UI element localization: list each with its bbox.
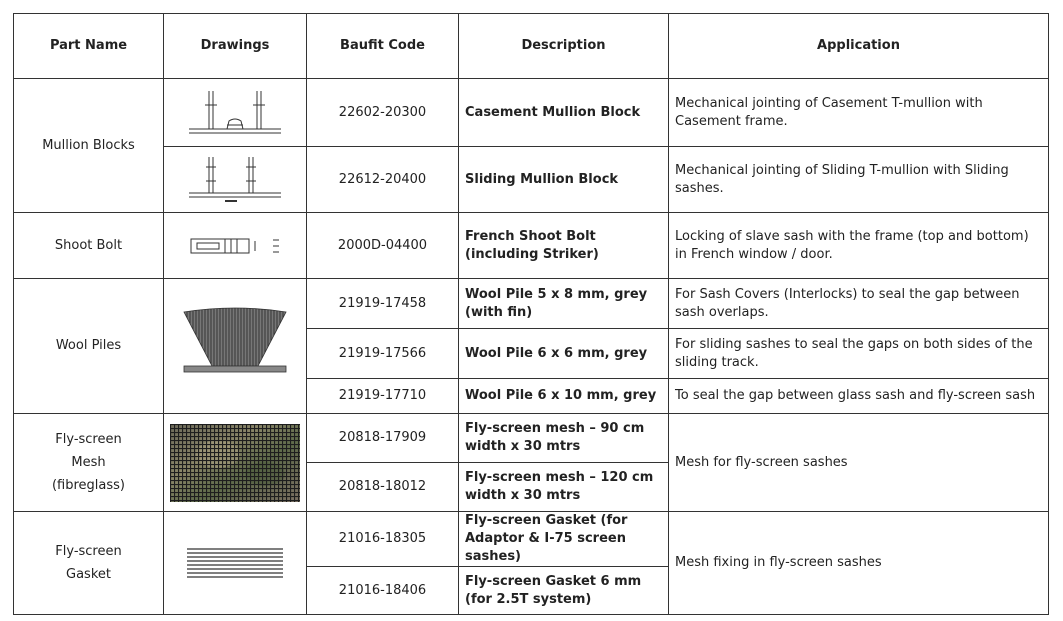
application-cell: For sliding sashes to seal the gaps on both sides of the sliding track.: [669, 329, 1049, 379]
header-description: Description: [459, 14, 669, 79]
description-cell: Casement Mullion Block: [459, 79, 669, 147]
header-part-name: Part Name: [14, 14, 164, 79]
table-row: [14, 213, 1049, 279]
code-cell: 21919-17458: [307, 279, 459, 329]
description-cell: Sliding Mullion Block: [459, 147, 669, 213]
header-drawings: Drawings: [164, 14, 307, 79]
code-cell: 21919-17566: [307, 329, 459, 379]
parts-table: [13, 13, 1049, 615]
table-row: [14, 79, 1049, 147]
part-name-line: Mesh: [71, 455, 106, 470]
gasket-drawing: [164, 512, 307, 615]
part-name-shoot-bolt: Shoot Bolt: [14, 213, 164, 279]
description-cell: French Shoot Bolt (including Striker): [459, 213, 669, 279]
code-cell: 21016-18305: [307, 512, 459, 567]
table-row: [14, 512, 1049, 567]
application-cell: Locking of slave sash with the frame (top and bottom) in French window / door.: [669, 213, 1049, 279]
part-name-fly-screen-gasket: [14, 512, 164, 615]
application-cell: Mesh for fly-screen sashes: [669, 414, 1049, 512]
description-cell: Fly-screen Gasket 6 mm (for 2.5T system): [459, 567, 669, 615]
table-row: [14, 414, 1049, 463]
part-name-line: Fly-screen: [55, 432, 122, 447]
description-cell: Wool Pile 5 x 8 mm, grey (with fin): [459, 279, 669, 329]
part-name-wool-piles: Wool Piles: [14, 279, 164, 414]
application-cell: Mechanical jointing of Casement T-mullion with Casement frame.: [669, 79, 1049, 147]
application-cell: Mesh fixing in fly-screen sashes: [669, 512, 1049, 615]
table-row: [14, 147, 1049, 213]
header-code: Baufit Code: [307, 14, 459, 79]
header-row: [14, 14, 1049, 79]
description-cell: Fly-screen mesh – 90 cm width x 30 mtrs: [459, 414, 669, 463]
part-name-line: Fly-screen: [55, 544, 122, 559]
code-cell: 2000D-04400: [307, 213, 459, 279]
sliding-mullion-block-drawing: [164, 147, 307, 213]
code-cell: 20818-17909: [307, 414, 459, 463]
shoot-bolt-drawing: [164, 213, 307, 279]
casement-mullion-block-drawing: [164, 79, 307, 147]
description-cell: Wool Pile 6 x 10 mm, grey: [459, 379, 669, 414]
part-name-fly-screen-mesh: [14, 414, 164, 512]
application-cell: For Sash Covers (Interlocks) to seal the gap between sash overlaps.: [669, 279, 1049, 329]
description-cell: Wool Pile 6 x 6 mm, grey: [459, 329, 669, 379]
part-name-mullion-blocks: Mullion Blocks: [14, 79, 164, 213]
part-name-line: Gasket: [66, 567, 111, 582]
application-cell: To seal the gap between glass sash and fly-screen sash: [669, 379, 1049, 414]
description-cell: Fly-screen Gasket (for Adaptor & I-75 screen sashes): [459, 512, 669, 567]
application-cell: Mechanical jointing of Sliding T-mullion with Sliding sashes.: [669, 147, 1049, 213]
description-cell: Fly-screen mesh – 120 cm width x 30 mtrs: [459, 463, 669, 512]
code-cell: 22612-20400: [307, 147, 459, 213]
code-cell: 20818-18012: [307, 463, 459, 512]
header-application: Application: [669, 14, 1049, 79]
mesh-photo: [164, 414, 307, 512]
code-cell: 21016-18406: [307, 567, 459, 615]
wool-pile-drawing: [164, 279, 307, 414]
code-cell: 21919-17710: [307, 379, 459, 414]
table-row: [14, 279, 1049, 329]
code-cell: 22602-20300: [307, 79, 459, 147]
part-name-line: (fibreglass): [51, 478, 126, 493]
